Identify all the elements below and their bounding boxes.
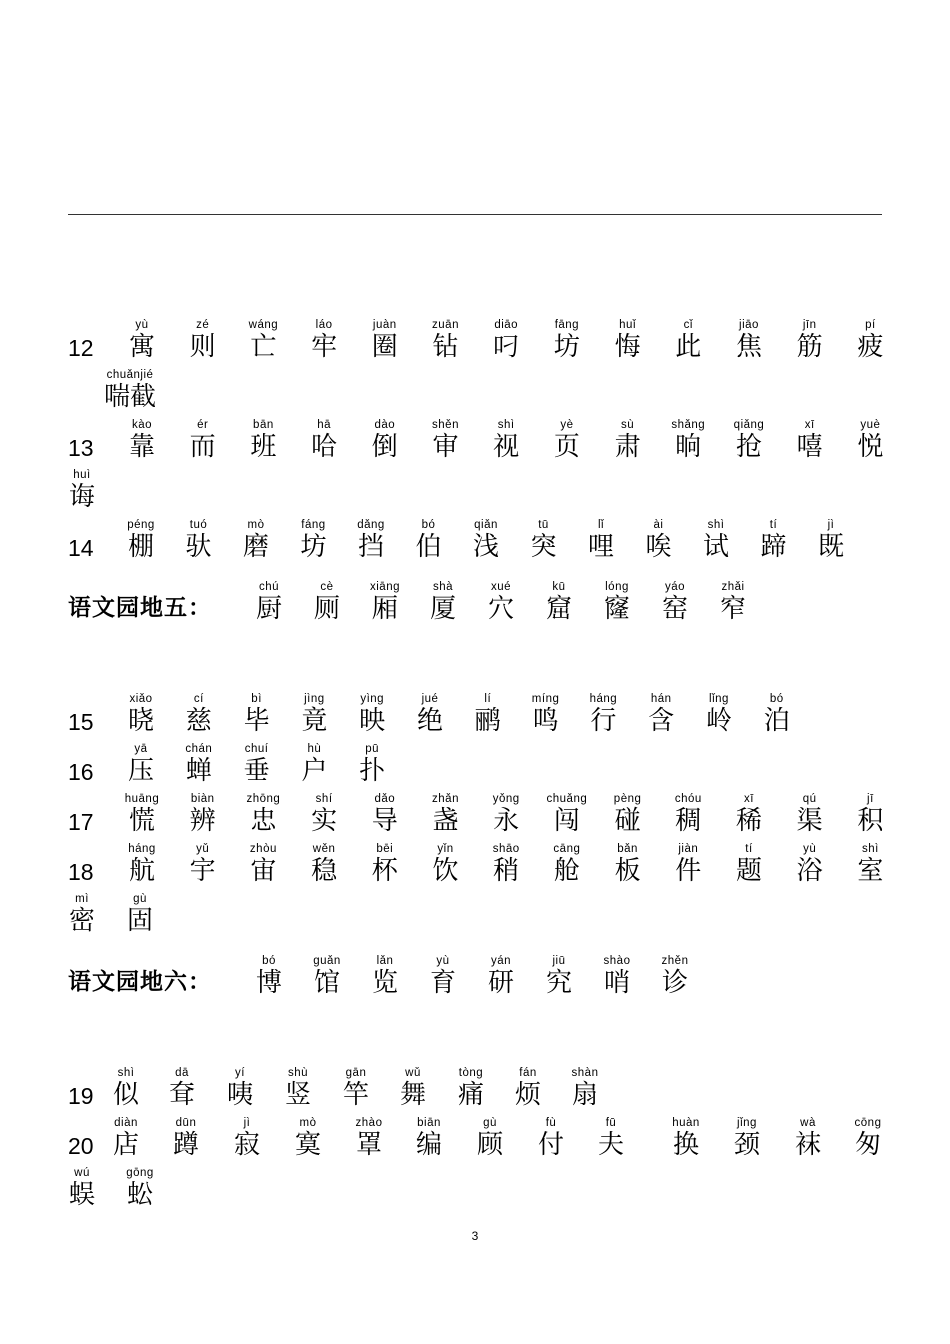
lesson-number: 17 <box>68 809 94 835</box>
hanzi: 碰 <box>614 806 641 836</box>
char-cell <box>838 1116 898 1168</box>
hanzi: 叼 <box>493 332 520 362</box>
hanzi: 窟 <box>545 594 572 624</box>
pinyin: bān <box>253 419 274 431</box>
hanzi: 蚣 <box>126 1180 153 1210</box>
pinyin: zé <box>196 319 210 331</box>
char-cell <box>555 1066 615 1118</box>
char-cell <box>110 1166 170 1218</box>
pinyin: bó <box>421 519 436 531</box>
hanzi: 悔 <box>614 332 641 362</box>
pinyin: biàn <box>190 793 215 805</box>
hanzi: 绝 <box>416 706 443 736</box>
pinyin: jǐng <box>737 1117 757 1129</box>
pinyin: zhōng <box>246 793 281 805</box>
pinyin: fáng <box>301 519 326 531</box>
hanzi: 焦 <box>735 332 762 362</box>
pinyin: zhǎn <box>432 793 459 805</box>
hanzi: 钻 <box>432 332 459 362</box>
hanzi: 窄 <box>719 594 746 624</box>
pinyin: yǔ <box>196 843 210 855</box>
pinyin: jiū <box>552 955 566 967</box>
hanzi: 竿 <box>342 1080 369 1110</box>
char-cell <box>840 418 900 470</box>
hanzi: 嘻 <box>796 432 823 462</box>
hanzi: 导 <box>371 806 398 836</box>
pinyin: shì <box>707 519 725 531</box>
hanzi: 磨 <box>242 532 269 562</box>
pinyin: diàn <box>114 1117 138 1129</box>
pinyin: yā <box>134 743 148 755</box>
hanzi: 宙 <box>250 856 277 886</box>
hanzi: 蹲 <box>172 1130 199 1160</box>
pinyin: jī <box>867 793 874 805</box>
pinyin: cǐ <box>683 319 693 331</box>
char-cell <box>90 368 170 420</box>
hanzi: 晌 <box>675 432 702 462</box>
pinyin: bó <box>769 693 784 705</box>
pinyin: gù <box>483 1117 497 1129</box>
hanzi: 筋 <box>796 332 823 362</box>
pinyin: chú <box>258 581 280 593</box>
pinyin: shěn <box>432 419 459 431</box>
hanzi: 悦 <box>857 432 884 462</box>
hanzi: 蝉 <box>185 756 212 786</box>
pinyin: xī <box>744 793 754 805</box>
pinyin: tuó <box>189 519 208 531</box>
pinyin: lóng <box>605 581 629 593</box>
hanzi: 疲 <box>857 332 884 362</box>
row-garden-5 <box>0 580 950 640</box>
pinyin: gù <box>133 893 147 905</box>
pinyin: tòng <box>458 1067 484 1079</box>
pinyin: dǎng <box>357 519 385 531</box>
pinyin: zhǎi <box>721 581 745 593</box>
hanzi: 厕 <box>313 594 340 624</box>
hanzi: 烦 <box>514 1080 541 1110</box>
pinyin: shù <box>287 1067 309 1079</box>
hanzi: 扇 <box>571 1080 598 1110</box>
row-garden-6 <box>0 954 950 1014</box>
hanzi: 坊 <box>300 532 327 562</box>
hanzi: 浅 <box>472 532 499 562</box>
pinyin: péng <box>127 519 155 531</box>
hanzi: 晓 <box>127 706 154 736</box>
hanzi: 厦 <box>429 594 456 624</box>
pinyin: dā <box>175 1067 189 1079</box>
hanzi: 挡 <box>357 532 384 562</box>
char-cell <box>52 468 112 520</box>
row-lesson-20-extra <box>0 1166 950 1226</box>
hanzi: 蹄 <box>760 532 787 562</box>
hanzi: 育 <box>429 968 456 998</box>
hanzi: 匆 <box>854 1130 881 1160</box>
char-cell <box>840 792 900 844</box>
hanzi: 哈 <box>311 432 338 462</box>
hanzi: 研 <box>487 968 514 998</box>
pinyin: gōng <box>126 1167 154 1179</box>
hanzi: 倒 <box>371 432 398 462</box>
char-cell <box>747 692 807 744</box>
pinyin: háng <box>589 693 618 705</box>
hanzi: 浴 <box>796 856 823 886</box>
pinyin: fū <box>605 1117 617 1129</box>
hanzi: 耷 <box>168 1080 195 1110</box>
pinyin: qú <box>802 793 817 805</box>
hanzi: 室 <box>857 856 884 886</box>
hanzi: 鹂 <box>474 706 501 736</box>
pinyin: yán <box>490 955 512 967</box>
hanzi: 馆 <box>313 968 340 998</box>
pinyin: láo <box>315 319 333 331</box>
pinyin: dūn <box>175 1117 197 1129</box>
hanzi: 鸣 <box>532 706 559 736</box>
hanzi: 航 <box>128 856 155 886</box>
pinyin: kū <box>552 581 566 593</box>
pinyin: biān <box>417 1117 441 1129</box>
pinyin: wú <box>74 1167 90 1179</box>
pinyin: shào <box>603 955 631 967</box>
pinyin: gān <box>345 1067 367 1079</box>
pinyin: pū <box>365 743 380 755</box>
hanzi: 垂 <box>243 756 270 786</box>
pinyin: qiǎn <box>474 519 498 531</box>
pinyin: cōng <box>854 1117 882 1129</box>
hanzi: 编 <box>415 1130 442 1160</box>
hanzi: 坊 <box>553 332 580 362</box>
hanzi: 稠 <box>675 806 702 836</box>
pinyin: jiāo <box>739 319 759 331</box>
hanzi: 泊 <box>763 706 790 736</box>
hanzi: 宇 <box>189 856 216 886</box>
pinyin: huì <box>73 469 91 481</box>
pinyin: jiàn <box>678 843 699 855</box>
pinyin: shì <box>117 1067 135 1079</box>
pinyin: xī <box>804 419 815 431</box>
char-cell <box>110 892 170 944</box>
hanzi: 夫 <box>597 1130 624 1160</box>
hanzi: 哨 <box>603 968 630 998</box>
pinyin: wěn <box>312 843 336 855</box>
char-cell <box>581 1116 641 1168</box>
pinyin: yè <box>560 419 574 431</box>
hanzi: 靠 <box>128 432 155 462</box>
pinyin: yuè <box>860 419 881 431</box>
pinyin: zhěn <box>661 955 689 967</box>
pinyin: bēi <box>376 843 394 855</box>
hanzi: 含 <box>648 706 675 736</box>
pinyin: hā <box>317 419 331 431</box>
hanzi: 积 <box>857 806 884 836</box>
section-label: 语文园地五： <box>68 595 212 621</box>
hanzi: 实 <box>311 806 338 836</box>
pinyin: cè <box>320 581 334 593</box>
pinyin: chuí <box>244 743 269 755</box>
pinyin: huāng <box>124 793 160 805</box>
row-lesson-18-extra <box>0 892 950 952</box>
hanzi: 顾 <box>476 1130 503 1160</box>
hanzi: 户 <box>301 756 328 786</box>
hanzi: 永 <box>493 806 520 836</box>
pinyin: hù <box>307 743 322 755</box>
hanzi: 店 <box>112 1130 139 1160</box>
hanzi: 似 <box>112 1080 139 1110</box>
hanzi: 痛 <box>457 1080 484 1110</box>
hanzi: 袜 <box>794 1130 821 1160</box>
pinyin: fù <box>545 1117 557 1129</box>
pinyin: diāo <box>494 319 519 331</box>
hanzi: 罩 <box>355 1130 382 1160</box>
hanzi: 博 <box>255 968 282 998</box>
pinyin: mì <box>75 893 89 905</box>
pinyin: jìng <box>304 693 325 705</box>
pinyin: bì <box>251 693 262 705</box>
hanzi: 稳 <box>311 856 338 886</box>
pinyin: ér <box>197 419 209 431</box>
hanzi: 舱 <box>553 856 580 886</box>
char-cell <box>342 742 402 794</box>
pinyin: sù <box>621 419 635 431</box>
hanzi: 辨 <box>189 806 216 836</box>
hanzi: 件 <box>675 856 702 886</box>
hanzi: 驮 <box>185 532 212 562</box>
hanzi: 页 <box>553 432 580 462</box>
hanzi: 审 <box>432 432 459 462</box>
pinyin: lǎn <box>376 955 394 967</box>
hanzi: 固 <box>126 906 153 936</box>
pinyin: ài <box>653 519 664 531</box>
hanzi: 换 <box>672 1130 699 1160</box>
char-cell <box>703 580 763 632</box>
char-cell <box>840 318 900 370</box>
pinyin: chán <box>185 743 213 755</box>
pinyin: chóu <box>674 793 702 805</box>
pinyin: hán <box>650 693 672 705</box>
lesson-number: 15 <box>68 709 94 735</box>
hanzi: 寞 <box>294 1130 321 1160</box>
hanzi: 圈 <box>371 332 398 362</box>
pinyin: jì <box>243 1117 251 1129</box>
pinyin: yù <box>436 955 450 967</box>
pinyin: lǐng <box>709 693 729 705</box>
hanzi: 既 <box>817 532 844 562</box>
hanzi: 究 <box>545 968 572 998</box>
hanzi: 舞 <box>399 1080 426 1110</box>
pinyin: mò <box>299 1117 317 1129</box>
pinyin: dào <box>374 419 396 431</box>
hanzi: 寓 <box>128 332 155 362</box>
pinyin: yǒng <box>492 793 520 805</box>
hanzi: 颈 <box>733 1130 760 1160</box>
pinyin: chuǎng <box>546 793 588 805</box>
hanzi: 厢 <box>371 594 398 624</box>
hanzi: 映 <box>359 706 386 736</box>
pinyin: qiǎng <box>733 419 765 431</box>
pinyin: zuān <box>432 319 459 331</box>
pinyin: jué <box>421 693 439 705</box>
pinyin: háng <box>128 843 156 855</box>
pinyin: cí <box>193 693 204 705</box>
pinyin: shàn <box>571 1067 599 1079</box>
pinyin: yù <box>803 843 817 855</box>
pinyin: pèng <box>613 793 642 805</box>
hanzi: 亡 <box>250 332 277 362</box>
pinyin: xué <box>490 581 512 593</box>
hanzi: 喘截 <box>103 382 156 412</box>
hanzi: 蜈 <box>68 1180 95 1210</box>
pinyin: míng <box>531 693 560 705</box>
pinyin: shì <box>861 843 879 855</box>
pinyin: wáng <box>248 319 279 331</box>
pinyin: yìng <box>360 693 385 705</box>
hanzi: 窑 <box>661 594 688 624</box>
lesson-number: 16 <box>68 759 94 785</box>
pinyin: shí <box>315 793 333 805</box>
hanzi: 班 <box>250 432 277 462</box>
hanzi: 肃 <box>614 432 641 462</box>
hanzi: 慈 <box>185 706 212 736</box>
hanzi: 此 <box>675 332 702 362</box>
pinyin: wǔ <box>405 1067 421 1079</box>
hanzi: 则 <box>189 332 216 362</box>
lesson-number: 18 <box>68 859 94 885</box>
pinyin: huǐ <box>619 319 637 331</box>
hanzi: 饮 <box>432 856 459 886</box>
pinyin: shāo <box>492 843 520 855</box>
hanzi: 行 <box>590 706 617 736</box>
pinyin: guǎn <box>313 955 341 967</box>
hanzi: 诲 <box>68 482 95 512</box>
char-cell <box>840 842 900 894</box>
pinyin: lí <box>484 693 492 705</box>
hanzi: 竟 <box>301 706 328 736</box>
pinyin: pí <box>865 319 876 331</box>
pinyin: jì <box>827 519 835 531</box>
pinyin: zhòu <box>249 843 277 855</box>
hanzi: 试 <box>702 532 729 562</box>
char-cell <box>801 518 861 570</box>
pinyin: fāng <box>554 319 580 331</box>
hanzi: 诊 <box>661 968 688 998</box>
hanzi: 压 <box>127 756 154 786</box>
hanzi: 突 <box>530 532 557 562</box>
hanzi: 窿 <box>603 594 630 624</box>
hanzi: 而 <box>189 432 216 462</box>
lesson-number: 19 <box>68 1083 94 1109</box>
hanzi: 牢 <box>311 332 338 362</box>
hanzi: 穴 <box>487 594 514 624</box>
hanzi: 杯 <box>371 856 398 886</box>
hanzi: 慌 <box>128 806 155 836</box>
hanzi: 毕 <box>243 706 270 736</box>
hanzi: 稀 <box>735 806 762 836</box>
hanzi: 棚 <box>127 532 154 562</box>
pinyin: wà <box>800 1117 816 1129</box>
header-rule <box>68 214 882 215</box>
row-lesson-14 <box>0 518 950 578</box>
page-number: 3 <box>471 1229 479 1243</box>
hanzi: 厨 <box>255 594 282 624</box>
pinyin: dǎo <box>374 793 396 805</box>
pinyin: tí <box>745 843 753 855</box>
hanzi: 忠 <box>250 806 277 836</box>
hanzi: 闯 <box>553 806 580 836</box>
pinyin: chuǎnjié <box>106 369 154 381</box>
hanzi: 哩 <box>587 532 614 562</box>
hanzi: 咦 <box>226 1080 253 1110</box>
pinyin: yí <box>235 1067 245 1079</box>
pinyin: bǎn <box>617 843 638 855</box>
hanzi: 稍 <box>493 856 520 886</box>
pinyin: yù <box>135 319 149 331</box>
pinyin: jīn <box>802 319 817 331</box>
pinyin: shǎng <box>671 419 706 431</box>
pinyin: tí <box>769 519 778 531</box>
pinyin: tū <box>538 519 549 531</box>
lesson-number: 13 <box>68 435 94 461</box>
pinyin: juàn <box>372 319 397 331</box>
hanzi: 渠 <box>796 806 823 836</box>
lesson-number: 20 <box>68 1133 94 1159</box>
hanzi: 寂 <box>233 1130 260 1160</box>
hanzi: 板 <box>614 856 641 886</box>
hanzi: 扑 <box>359 756 386 786</box>
hanzi: 览 <box>371 968 398 998</box>
hanzi: 视 <box>493 432 520 462</box>
pinyin: shà <box>432 581 454 593</box>
pinyin: xiǎo <box>129 693 153 705</box>
pinyin: yǐn <box>437 843 454 855</box>
pinyin: huàn <box>672 1117 700 1129</box>
pinyin: yáo <box>664 581 686 593</box>
hanzi: 密 <box>68 906 95 936</box>
pinyin: kào <box>131 419 153 431</box>
hanzi: 题 <box>735 856 762 886</box>
lesson-number: 14 <box>68 535 94 561</box>
pinyin: lǐ <box>597 519 605 531</box>
hanzi: 岭 <box>705 706 732 736</box>
pinyin: zhào <box>355 1117 383 1129</box>
pinyin: bó <box>262 955 276 967</box>
hanzi: 抢 <box>735 432 762 462</box>
pinyin: shì <box>497 419 515 431</box>
hanzi: 盏 <box>432 806 459 836</box>
pinyin: xiāng <box>370 581 400 593</box>
hanzi: 竖 <box>284 1080 311 1110</box>
section-label: 语文园地六： <box>68 969 212 995</box>
pinyin: cāng <box>553 843 581 855</box>
hanzi: 伯 <box>415 532 442 562</box>
pinyin: fán <box>519 1067 537 1079</box>
char-cell <box>645 954 705 1006</box>
hanzi: 唉 <box>645 532 672 562</box>
pinyin: mò <box>247 519 265 531</box>
lesson-number: 12 <box>68 335 94 361</box>
hanzi: 付 <box>537 1130 564 1160</box>
